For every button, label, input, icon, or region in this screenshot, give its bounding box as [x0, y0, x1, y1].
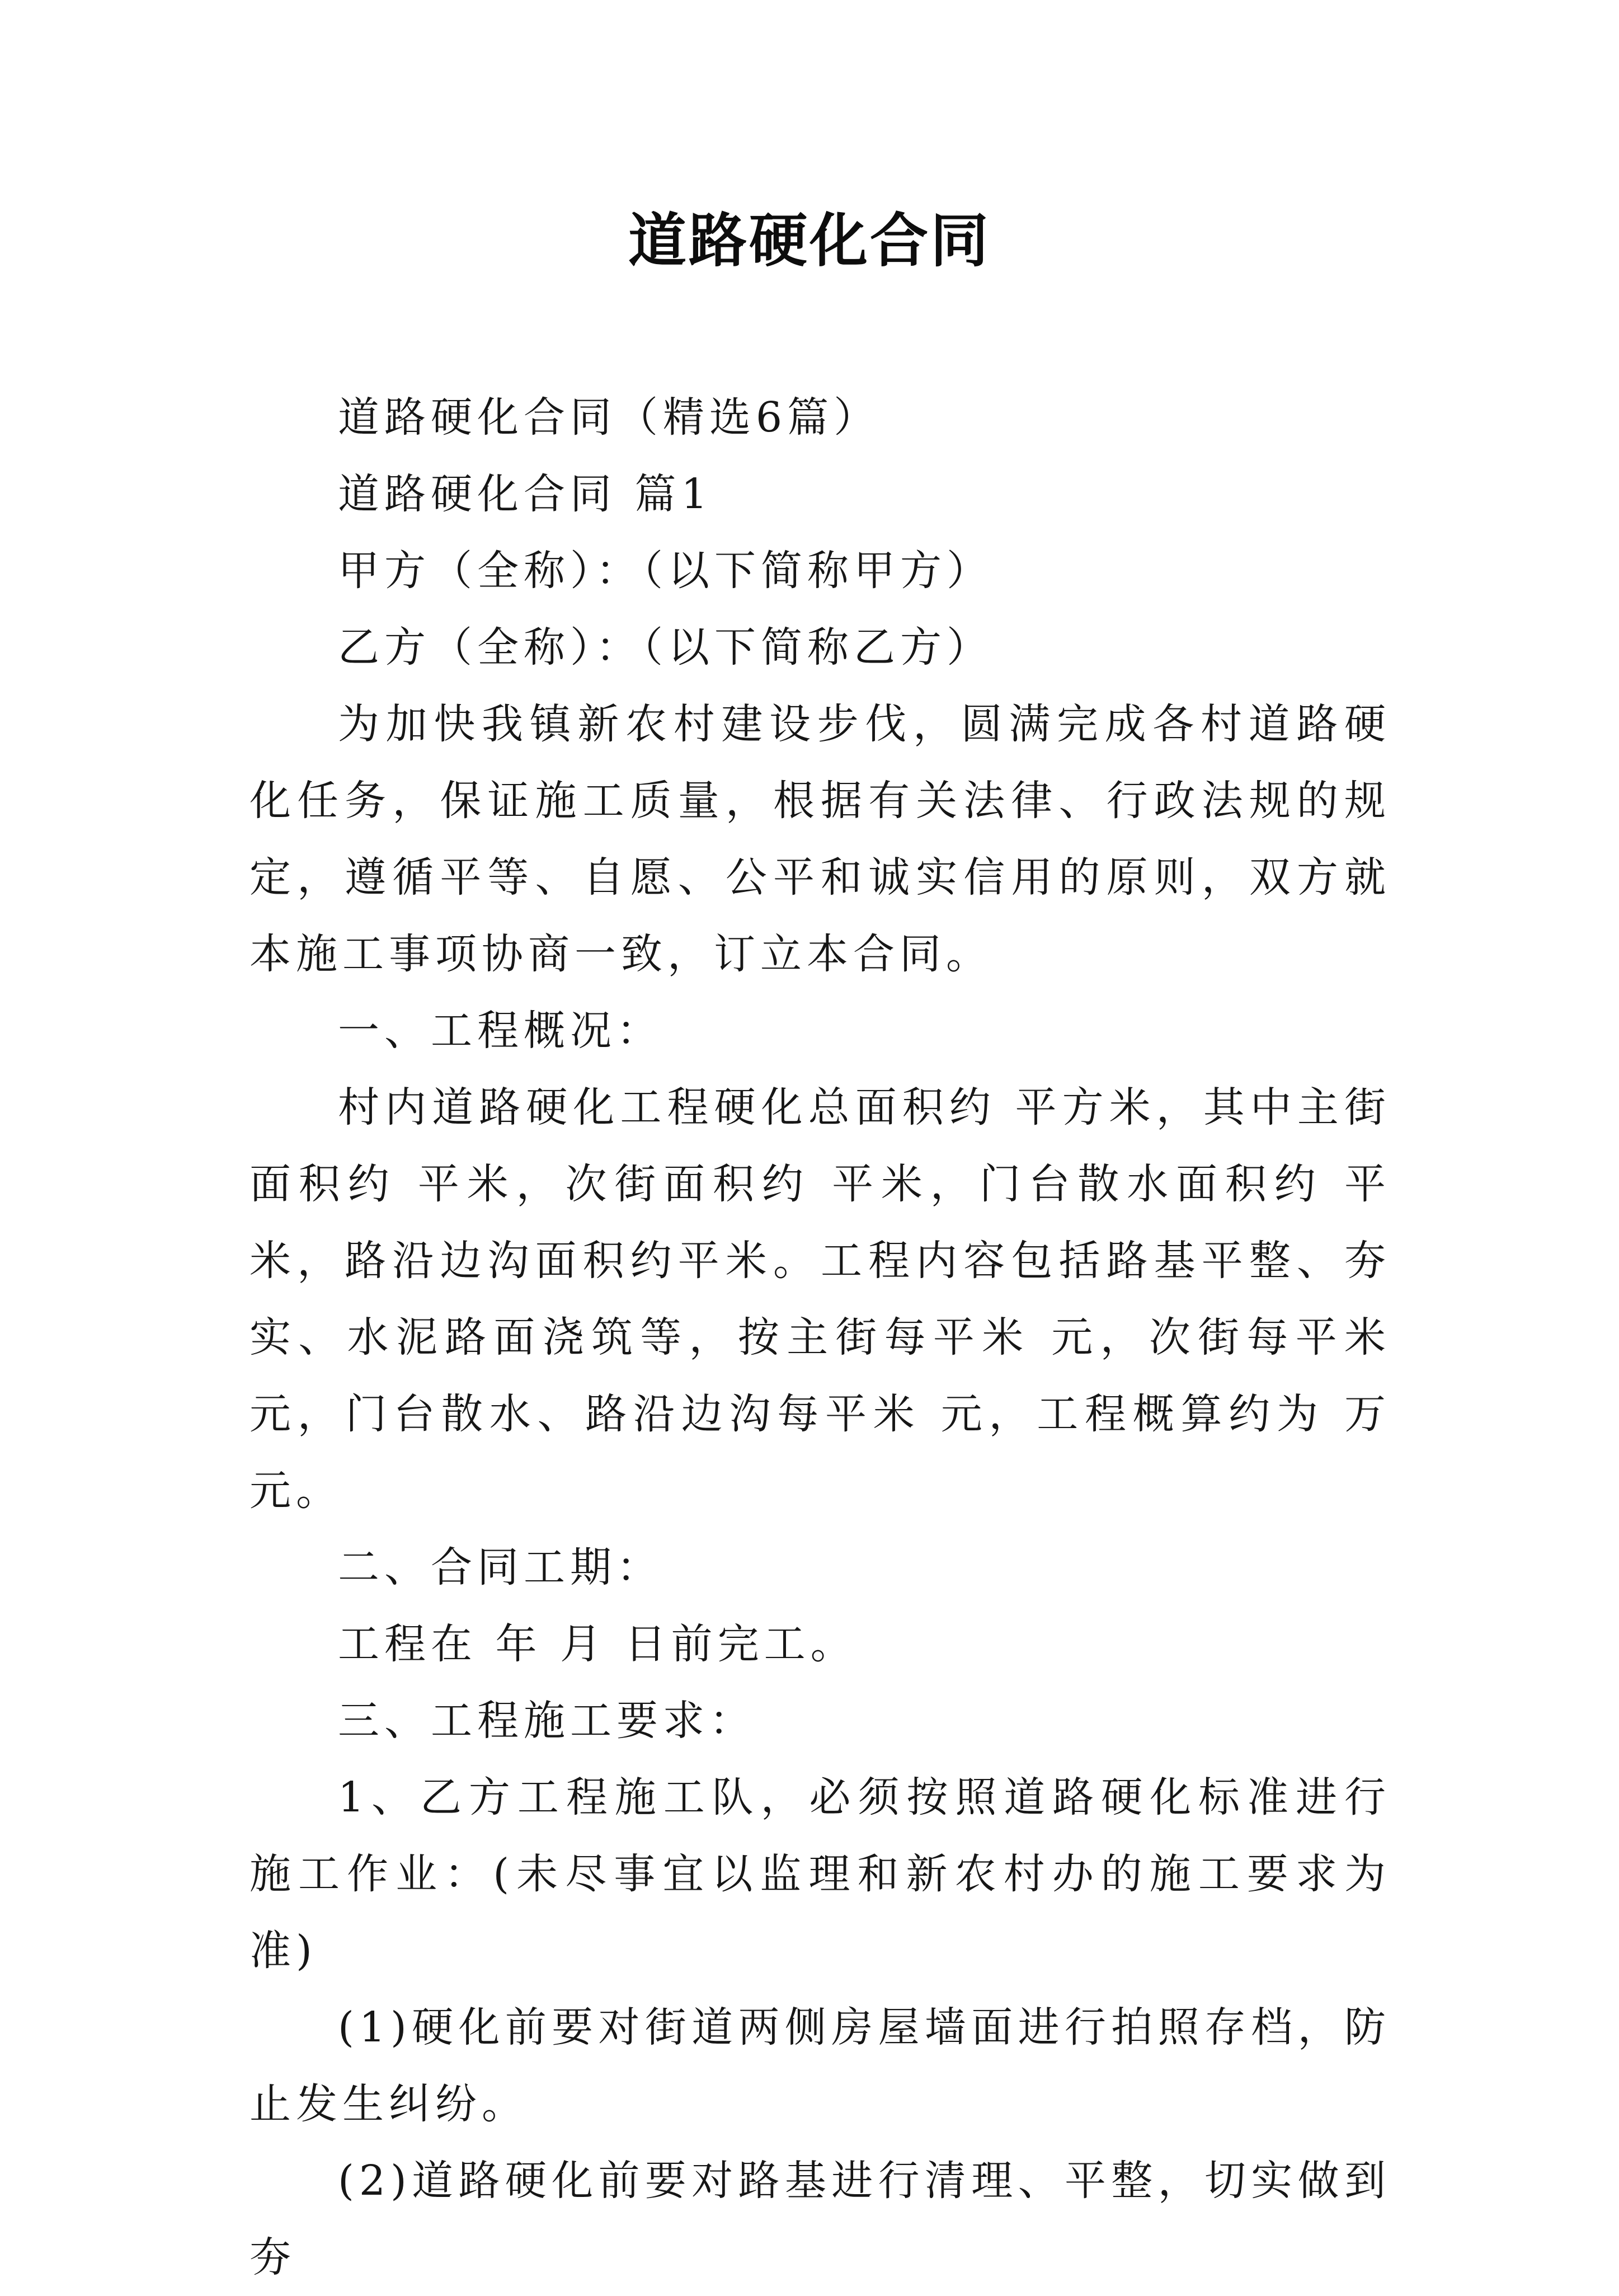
party-b-line: 乙方（全称）：（以下简称乙方）	[338, 623, 993, 672]
document-title: 道路硬化合同	[628, 206, 991, 275]
section-heading: 道路硬化合同 篇1	[338, 470, 713, 518]
clause-heading-schedule: 二、合同工期：	[338, 1543, 663, 1591]
requirement-paragraph: 1、乙方工程施工队，必须按照道路硬化标准进行施工作业：(未尽事宜以监理和新农村办的施工要求为准)	[250, 1773, 1391, 1975]
party-a-line: 甲方（全称）：（以下简称甲方）	[338, 547, 993, 595]
schedule-paragraph: 工程在 年 月 日前完工。	[338, 1620, 857, 1668]
overview-paragraph: 村内道路硬化工程硬化总面积约 平方米，其中主街面积约 平米，次街面积约 平米，门台散水面积约 平米，路沿边沟面积约平米。工程内容包括路基平整、夯实、水泥路面浇筑等，按主街每平米 元，次街每平米 元，门台散水、路沿边沟每平米 元，工程概算约为 万元。	[250, 1083, 1391, 1515]
subtitle-paragraph: 道路硬化合同（精选6篇）	[338, 393, 881, 442]
clause-heading-overview: 一、工程概况：	[338, 1007, 663, 1055]
document-body	[250, 379, 1391, 2296]
requirement-item: (1)硬化前要对街道两侧房屋墙面进行拍照存档，防止发生纠纷。	[250, 2003, 1391, 2128]
preamble-paragraph: 为加快我镇新农村建设步伐，圆满完成各村道路硬化任务，保证施工质量，根据有关法律、行政法规的规定，遵循平等、自愿、公平和诚实信用的原则，双方就本施工事项协商一致，订立本合同。	[250, 700, 1391, 978]
clause-heading-requirements: 三、工程施工要求：	[338, 1697, 756, 1745]
requirement-item: (2)道路硬化前要对路基进行清理、平整，切实做到夯	[250, 2157, 1391, 2281]
